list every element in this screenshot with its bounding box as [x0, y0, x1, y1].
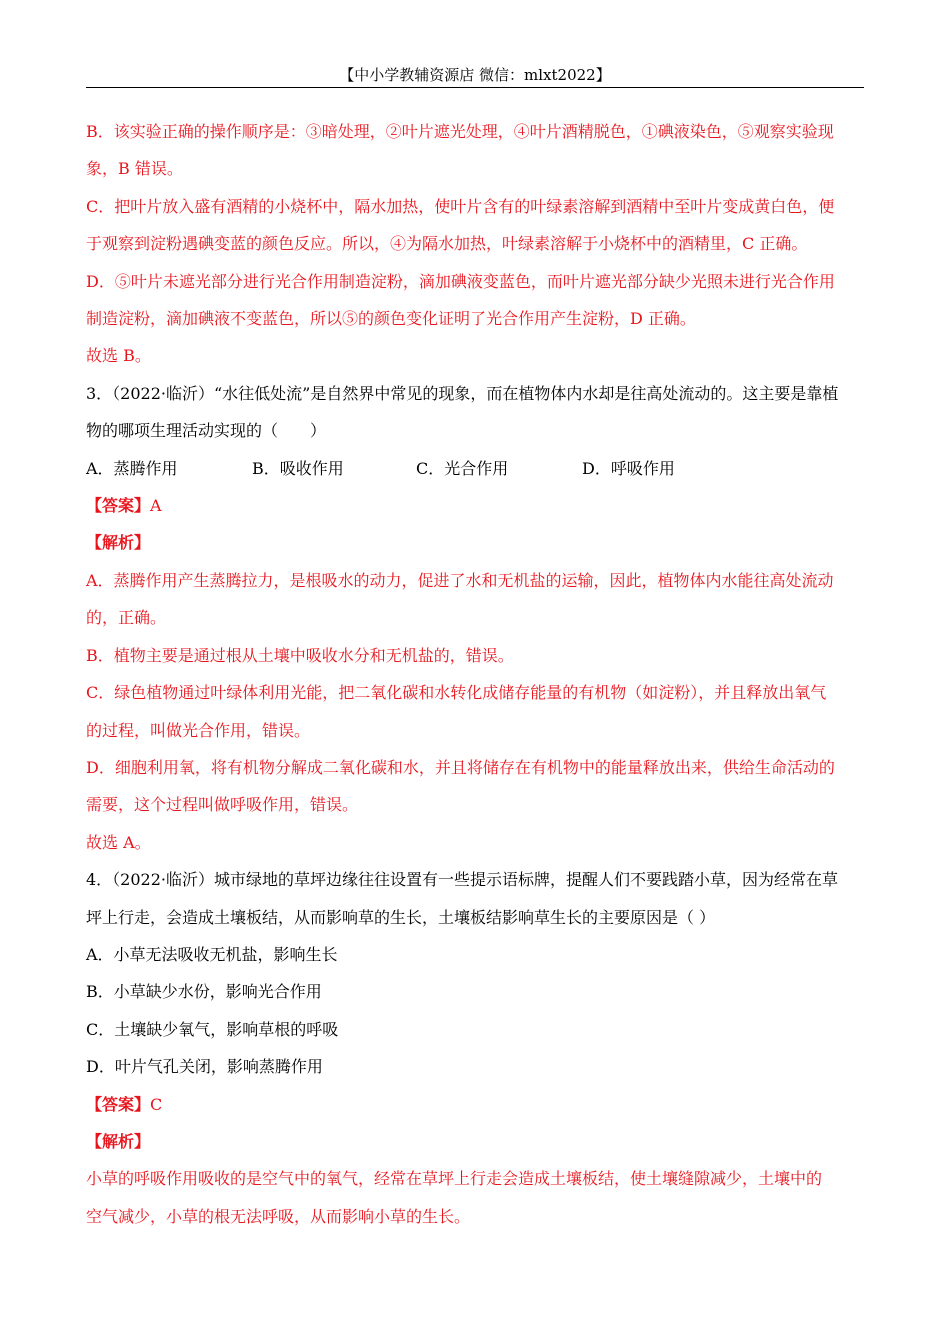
q2-analysis-line: D．⑤叶片未遮光部分进行光合作用制造淀粉，滴加碘液变蓝色，而叶片遮光部分缺少光照未进行光合作用	[86, 271, 835, 291]
q3-analysis-line: A．蒸腾作用产生蒸腾拉力，是根吸水的动力，促进了水和无机盐的运输，因此，植物体内水能往高处流动	[86, 570, 834, 590]
q3-analysis-label: 【解析】	[86, 533, 151, 553]
q3-stem-line: 3．（2022·临沂）“水往低处流”是自然界中常见的现象，而在植物体内水却是往高处流动的。这主要是靠植	[86, 383, 839, 403]
q3-options	[86, 450, 864, 487]
q4-analysis-label: 【解析】	[86, 1131, 151, 1151]
q3-option-c: C．光合作用	[416, 458, 509, 478]
answer-label: 【答案】	[86, 496, 151, 516]
q3-stem-line: 物的哪项生理活动实现的（ ）	[86, 421, 327, 441]
q4-stem-line: 坪上行走，会造成土壤板结，从而影响草的生长，土壤板结影响草生长的主要原因是（ ）	[86, 907, 716, 927]
q2-analysis-line: B．该实验正确的操作顺序是：③暗处理，②叶片遮光处理，④叶片酒精脱色，①碘液染色，⑤观察实验现	[86, 122, 834, 141]
document-body	[86, 113, 864, 1235]
q3-option-a: A．蒸腾作用	[86, 458, 178, 478]
q3-analysis-line: D．细胞利用氧，将有机物分解成二氧化碳和水，并且将储存在有机物中的能量释放出来，供给生命活动的	[86, 757, 835, 777]
q2-analysis-line: 制造淀粉，滴加碘液不变蓝色，所以⑤的颜色变化证明了光合作用产生淀粉，D 正确。	[86, 309, 696, 329]
q4-stem-line: 4．（2022·临沂）城市绿地的草坪边缘往往设置有一些提示语标牌，提醒人们不要践踏小草，因为经常在草	[86, 870, 838, 890]
q3-analysis-line: 的，正确。	[86, 608, 167, 628]
q2-analysis-line: 象，B 错误。	[86, 159, 183, 179]
q2-analysis-line: 于观察到淀粉遇碘变蓝的颜色反应。所以，④为隔水加热，叶绿素溶解于小烧杯中的酒精里，C 正确。	[86, 234, 808, 254]
q3-option-b: B．吸收作用	[252, 458, 344, 478]
q4-option-b: B．小草缺少水份，影响光合作用	[86, 982, 322, 1002]
q2-conclusion: 故选 B。	[86, 346, 151, 366]
answer-label: 【答案】	[86, 1094, 151, 1114]
q4-option-c: C．土壤缺少氧气，影响草根的呼吸	[86, 1019, 339, 1039]
q4-analysis-line: 空气减少，小草的根无法呼吸，从而影响小草的生长。	[86, 1206, 471, 1226]
q3-analysis-line: 需要，这个过程叫做呼吸作用，错误。	[86, 795, 359, 815]
q3-conclusion: 故选 A。	[86, 832, 151, 852]
header-divider	[86, 87, 864, 88]
answer-value: C	[150, 1094, 163, 1114]
q4-answer	[86, 1086, 864, 1123]
q3-answer	[86, 487, 864, 524]
q3-analysis-line: 的过程，叫做光合作用，错误。	[86, 720, 311, 740]
q3-option-d: D．呼吸作用	[582, 458, 675, 478]
q2-analysis-line: C．把叶片放入盛有酒精的小烧杯中，隔水加热，使叶片含有的叶绿素溶解到酒精中至叶片变成黄白色，便	[86, 196, 835, 216]
answer-value: A	[150, 496, 162, 516]
q4-option-a: A．小草无法吸收无机盐，影响生长	[86, 944, 338, 964]
page-header: 【中小学教辅资源店 微信：mlxt2022】	[339, 66, 611, 84]
q3-analysis-line: C．绿色植物通过叶绿体利用光能，把二氧化碳和水转化成储存能量的有机物（如淀粉），并且释放出氧气	[86, 683, 827, 703]
q3-analysis-line: B．植物主要是通过根从土壤中吸收水分和无机盐的，错误。	[86, 645, 514, 665]
q4-option-d: D．叶片气孔关闭，影响蒸腾作用	[86, 1057, 323, 1077]
q4-analysis-line: 小草的呼吸作用吸收的是空气中的氧气，经常在草坪上行走会造成土壤板结，使土壤缝隙减少，土壤中的	[86, 1169, 823, 1189]
